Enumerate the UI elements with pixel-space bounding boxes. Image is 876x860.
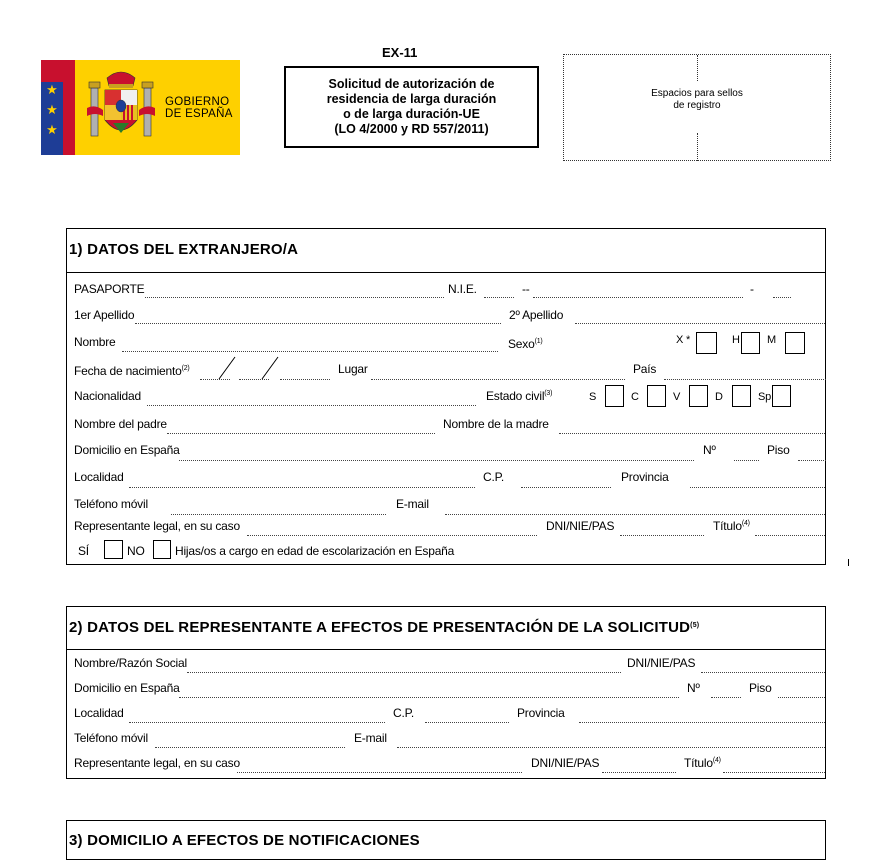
label-titulo: Título$^{(4)}$ (713, 519, 750, 533)
label-sexo: Sexo$^{(1)}$ (508, 337, 543, 351)
checkbox-sexo-x[interactable] (696, 332, 717, 354)
stamp-text-2: de registro (673, 100, 721, 111)
field-nombre[interactable] (122, 351, 498, 352)
checkbox-hijos-no[interactable] (153, 540, 171, 559)
label-nie: N.I.E. (448, 282, 477, 296)
field-nie-letter[interactable] (484, 297, 514, 298)
label-provincia: Provincia (621, 470, 669, 484)
field-cp[interactable] (521, 487, 611, 488)
label-nombre-madre: Nombre de la madre (443, 417, 549, 431)
field-piso-representante[interactable] (778, 697, 825, 698)
form-code: EX-11 (382, 45, 418, 60)
field-domicilio-representante[interactable] (179, 697, 679, 698)
field-nacionalidad[interactable] (147, 405, 476, 406)
label-domicilio-representante: Domicilio en España (74, 681, 180, 695)
label-piso-representante: Piso (749, 681, 772, 695)
section-1-title: 1) DATOS DEL EXTRANJERO/A (69, 241, 299, 258)
checkbox-hijos-si[interactable] (104, 540, 123, 559)
logo-text-espana: DE ESPAÑA (165, 108, 233, 120)
flag-red-stripe-top (41, 60, 75, 82)
label-si: SÍ (78, 544, 89, 558)
field-localidad-representante[interactable] (129, 722, 385, 723)
field-representante-legal[interactable] (237, 772, 522, 773)
logo-text-gobierno: GOBIERNO (165, 96, 230, 108)
form-title-line-1: Solicitud de autorización de (328, 77, 495, 91)
field-nie-number[interactable] (533, 297, 743, 298)
label-numero: Nº (703, 443, 716, 457)
section-3-title: 3) DOMICILIO A EFECTOS DE NOTIFICACIONES (69, 832, 420, 849)
label-representante-legal: Representante legal, en su caso (74, 756, 240, 770)
label-representante: Representante legal, en su caso (74, 519, 240, 533)
section-2-header (67, 607, 825, 650)
label-nacionalidad: Nacionalidad (74, 389, 141, 403)
label-email: E-mail (396, 497, 429, 511)
checkbox-estado-s[interactable] (605, 385, 624, 407)
field-representante[interactable] (247, 535, 537, 536)
registry-stamp-area (563, 54, 831, 161)
label-dni-representante-legal: DNI/NIE/PAS (531, 756, 600, 770)
label-nombre: Nombre (74, 335, 116, 349)
field-numero-representante[interactable] (711, 697, 741, 698)
label-telefono-representante: Teléfono móvil (74, 731, 148, 745)
flag-red-stripe-side (63, 82, 75, 155)
label-no: NO (127, 544, 145, 558)
form-title-line-2: residencia de larga duración (326, 92, 497, 106)
checkbox-estado-d[interactable] (732, 385, 751, 407)
checkbox-estado-sp[interactable] (772, 385, 791, 407)
label-numero-representante: Nº (687, 681, 700, 695)
checkbox-sexo-h[interactable] (741, 332, 760, 354)
label-email-representante: E-mail (354, 731, 387, 745)
section-datos-representante (66, 606, 826, 779)
label-hijos: Hijas/os a cargo en edad de escolarización en España (175, 544, 455, 558)
label-localidad: Localidad (74, 470, 124, 484)
government-logo (41, 60, 240, 155)
checkbox-estado-c[interactable] (647, 385, 666, 407)
field-pasaporte[interactable] (145, 297, 444, 298)
label-nombre-padre: Nombre del padre (74, 417, 167, 431)
label-cp: C.P. (483, 470, 504, 484)
date-slash-icon (217, 356, 237, 380)
field-dni-representante-legal[interactable] (602, 772, 676, 773)
label-nombre-razon-social: Nombre/Razón Social (74, 656, 187, 670)
label-estado-d: D (715, 391, 723, 403)
field-nombre-padre[interactable] (167, 433, 435, 434)
label-estado-s: S (589, 391, 597, 403)
label-estado-c: C (631, 391, 639, 403)
field-provincia-representante[interactable] (579, 722, 825, 723)
label-nie-sep: -- (522, 282, 530, 296)
field-nombre-madre[interactable] (559, 433, 825, 434)
label-cp-representante: C.P. (393, 706, 414, 720)
field-nie-control[interactable] (773, 297, 791, 298)
date-slash-icon (260, 356, 280, 380)
section-1-header (67, 229, 825, 273)
checkbox-estado-v[interactable] (689, 385, 708, 407)
field-domicilio[interactable] (179, 460, 694, 461)
label-estado-sp: Sp (758, 391, 772, 403)
label-nie-dash: - (750, 282, 754, 296)
field-titulo-representante[interactable] (723, 772, 825, 773)
section-domicilio-notificaciones (66, 820, 826, 860)
label-localidad-representante: Localidad (74, 706, 124, 720)
field-cp-representante[interactable] (425, 722, 509, 723)
field-provincia[interactable] (690, 487, 825, 488)
label-apellido-2: 2º Apellido (509, 308, 564, 322)
form-title-box (284, 66, 539, 148)
label-sexo-h: H (732, 334, 740, 346)
section-2-title: 2) DATOS DEL REPRESENTANTE A EFECTOS DE PRESENTACIÓN DE LA SOLICITUD$^{(5)}$ (69, 619, 700, 636)
form-title-line-3: o de larga duración-UE (343, 107, 480, 121)
label-titulo-representante: Título$^{(4)}$ (684, 756, 721, 770)
label-estado-v: V (673, 391, 681, 403)
label-lugar: Lugar (338, 362, 368, 376)
label-provincia-representante: Provincia (517, 706, 565, 720)
checkbox-sexo-m[interactable] (785, 332, 805, 354)
field-dni-representante[interactable] (701, 672, 825, 673)
field-apellido-1[interactable] (135, 323, 501, 324)
field-numero[interactable] (734, 460, 759, 461)
label-sexo-m: M (767, 334, 776, 346)
field-localidad[interactable] (129, 487, 475, 488)
stamp-divider-top (697, 55, 698, 81)
label-piso: Piso (767, 443, 790, 457)
section-datos-extranjero (66, 228, 826, 565)
field-dni[interactable] (620, 535, 704, 536)
field-telefono[interactable] (171, 514, 386, 515)
field-lugar[interactable] (371, 379, 625, 380)
field-fecha-anio[interactable] (280, 379, 330, 380)
label-dni-representante: DNI/NIE/PAS (627, 656, 696, 670)
label-sexo-x: X * (676, 334, 691, 346)
field-email[interactable] (445, 514, 825, 515)
label-apellido-1: 1er Apellido (74, 308, 135, 322)
eu-stars-icon: ★ ★ ★ (46, 82, 58, 137)
field-titulo[interactable] (755, 535, 825, 536)
label-fecha-nacimiento: Fecha de nacimiento$^{(2)}$ (74, 364, 190, 378)
label-telefono: Teléfono móvil (74, 497, 148, 511)
field-pais[interactable] (664, 379, 826, 380)
field-nombre-razon-social[interactable] (187, 672, 621, 673)
margin-tick-mark (848, 559, 849, 566)
stamp-divider-bottom (697, 133, 698, 161)
label-estado-civil: Estado civil$^{(3)}$ (486, 389, 553, 403)
label-dni: DNI/NIE/PAS (546, 519, 615, 533)
coat-of-arms-icon (85, 68, 157, 150)
form-title-line-4: (LO 4/2000 y RD 557/2011) (334, 122, 489, 136)
field-apellido-2[interactable] (575, 323, 825, 324)
label-domicilio: Domicilio en España (74, 443, 180, 457)
stamp-text-1: Espacios para sellos (651, 88, 743, 99)
field-telefono-representante[interactable] (155, 747, 345, 748)
label-pais: País (633, 362, 657, 376)
label-pasaporte: PASAPORTE (74, 282, 145, 296)
field-piso[interactable] (798, 460, 826, 461)
field-email-representante[interactable] (397, 747, 825, 748)
